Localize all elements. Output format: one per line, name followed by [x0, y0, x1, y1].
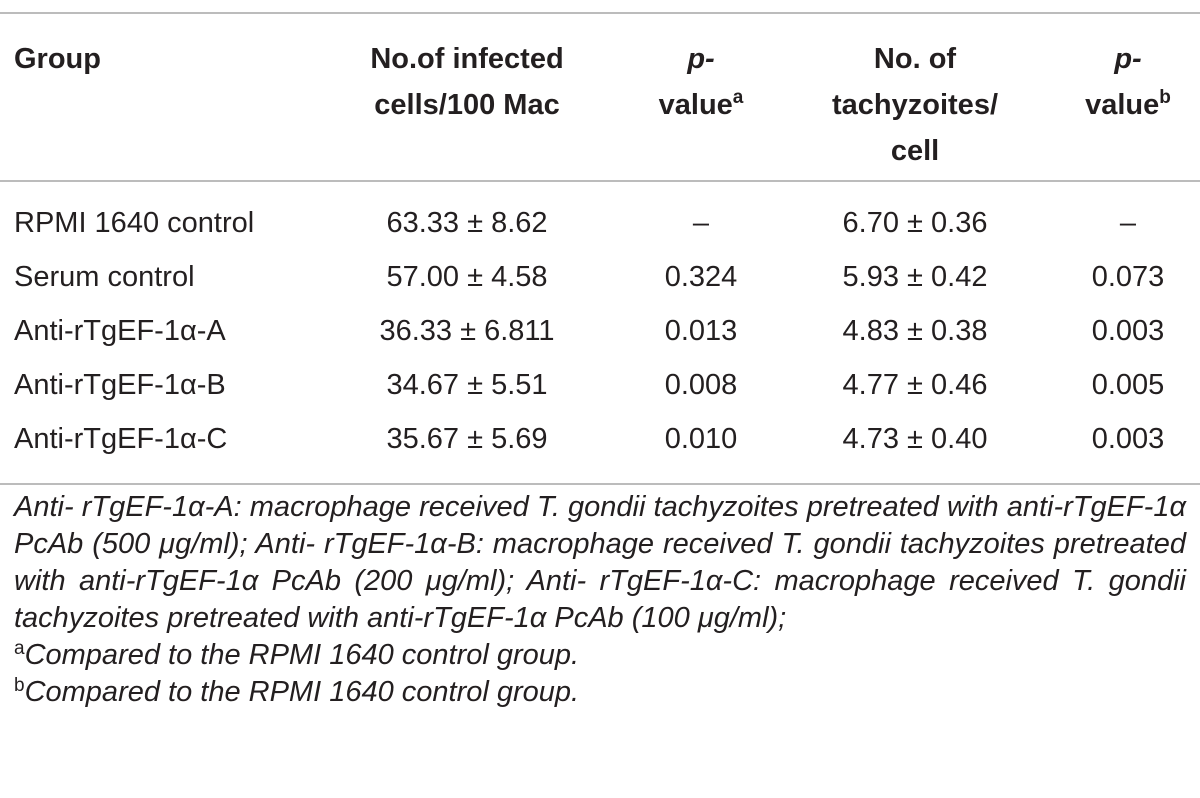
cell-tachyzoites: 5.93 ± 0.42 [842, 261, 988, 293]
header-group: Group [14, 43, 101, 75]
cell-group: Anti-rTgEF-1α-B [14, 369, 226, 401]
cell-tachyzoites: 4.77 ± 0.46 [842, 369, 988, 401]
header-p-value-b: p- value$^b$ [1085, 43, 1171, 121]
footnote-abbreviations: Anti- rTgEF-1α-A: macrophage received T. gondii tachyzoites pretreated with anti-rTgEF-1α PcAb (500 μg/ml); Anti- rTgEF-1α-B: macrophage received T. gondii tachyzoites pretreated with anti-rTgEF-1α PcAb (200 μg/ml); Anti- rTgEF-1α-C: macrophage received T. gondii tachyzoites pretreated with anti-rTgEF-1α PcAb (100 μg/ml); [14, 491, 1186, 634]
bottom-rule [0, 483, 1200, 485]
cell-p-value-a: 0.010 [664, 423, 738, 455]
footnote-marker-a: a [732, 87, 744, 108]
cell-group: RPMI 1640 control [14, 207, 255, 239]
table-row [0, 358, 1200, 412]
footnote-b-marker: b [14, 675, 25, 696]
footnote-a-text: Compared to the RPMI 1640 control group. [24, 639, 580, 671]
cell-tachyzoites: 6.70 ± 0.36 [842, 207, 988, 239]
table-row [0, 412, 1200, 466]
table-footnotes [14, 489, 1186, 711]
footnote-b [14, 674, 1186, 711]
cell-p-value-b: 0.003 [1091, 423, 1165, 455]
cell-p-value-b: 0.005 [1091, 369, 1165, 401]
cell-infected: 36.33 ± 6.811 [379, 315, 555, 347]
cell-p-value-b: – [1119, 207, 1137, 239]
cell-p-value-a: 0.008 [664, 369, 738, 401]
footnote-marker-b: b [1159, 87, 1171, 108]
cell-tachyzoites: 4.83 ± 0.38 [842, 315, 988, 347]
cell-infected: 34.67 ± 5.51 [386, 369, 548, 401]
cell-infected: 63.33 ± 8.62 [386, 207, 548, 239]
footnote-a-marker: a [14, 638, 25, 659]
cell-p-value-a: 0.013 [664, 315, 738, 347]
cell-p-value-b: 0.073 [1091, 261, 1165, 293]
cell-infected: 35.67 ± 5.69 [386, 423, 548, 455]
cell-p-value-a: – [692, 207, 710, 239]
header-infected-cells: No.of infected cells/100 Mac [370, 43, 564, 121]
cell-group: Serum control [14, 261, 195, 293]
cell-tachyzoites: 4.73 ± 0.40 [842, 423, 988, 455]
header-tachyzoites: No. of tachyzoites/ cell [832, 43, 998, 167]
table-body [0, 196, 1200, 466]
footnote-b-text: Compared to the RPMI 1640 control group. [24, 676, 580, 708]
table-row [0, 196, 1200, 250]
cell-p-value-a: 0.324 [664, 261, 738, 293]
cell-group: Anti-rTgEF-1α-C [14, 423, 228, 455]
header-p-value-a: p- value$^a$ [658, 43, 744, 121]
table-row [0, 304, 1200, 358]
table-header [0, 14, 1200, 180]
header-rule [0, 180, 1200, 182]
cell-infected: 57.00 ± 4.58 [386, 261, 548, 293]
cell-group: Anti-rTgEF-1α-A [14, 315, 226, 347]
footnote-a [14, 637, 1186, 674]
cell-p-value-b: 0.003 [1091, 315, 1165, 347]
table-row [0, 250, 1200, 304]
